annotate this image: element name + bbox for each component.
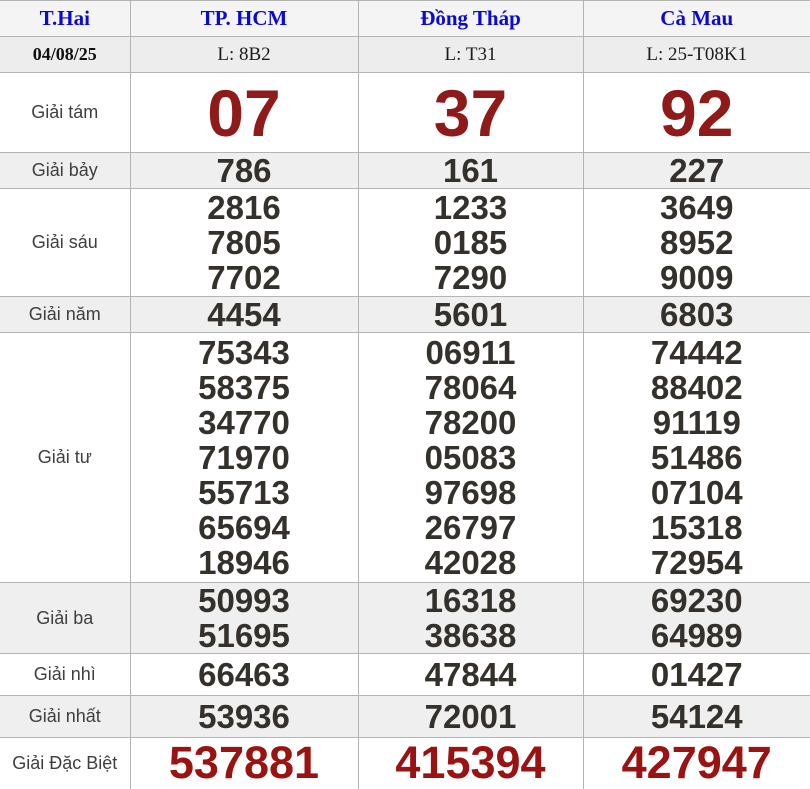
prize-cell	[130, 583, 358, 654]
prize-number: 3649	[584, 190, 810, 225]
prize-cell	[358, 153, 583, 189]
prize-row	[0, 297, 810, 333]
prize-cell	[358, 738, 583, 789]
prize-cell	[358, 73, 583, 153]
prize-number: 427947	[584, 738, 810, 788]
prize-number: 227	[584, 153, 810, 188]
prize-row-label: Giải tư	[0, 333, 130, 583]
prize-cell	[130, 189, 358, 297]
prize-number: 537881	[131, 738, 358, 788]
prize-number: 161	[359, 153, 583, 188]
prize-cell	[358, 333, 583, 583]
prize-number: 6803	[584, 297, 810, 332]
lottery-code-dong-thap: L: T31	[358, 37, 583, 73]
prize-row-label: Giải Đặc Biệt	[0, 738, 130, 789]
prize-number: 07104	[584, 475, 810, 510]
prize-cell	[358, 696, 583, 738]
prize-number: 0185	[359, 225, 583, 260]
prize-cell	[358, 189, 583, 297]
prize-row-label: Giải nhất	[0, 696, 130, 738]
prize-row-label: Giải tám	[0, 73, 130, 153]
prize-cell	[583, 333, 810, 583]
prize-number: 4454	[131, 297, 358, 332]
prize-row-label: Giải ba	[0, 583, 130, 654]
prize-row	[0, 189, 810, 297]
lottery-code-ca-mau: L: 25-T08K1	[583, 37, 810, 73]
prize-row-label: Giải năm	[0, 297, 130, 333]
prize-number: 9009	[584, 260, 810, 295]
prize-number: 415394	[359, 738, 583, 788]
prize-cell	[130, 696, 358, 738]
prize-number: 05083	[359, 440, 583, 475]
prize-cell	[358, 297, 583, 333]
prize-cell	[583, 297, 810, 333]
prize-row	[0, 583, 810, 654]
prize-cell	[130, 654, 358, 696]
prize-number: 72001	[359, 699, 583, 734]
prize-number: 72954	[584, 545, 810, 580]
prize-number: 2816	[131, 190, 358, 225]
prize-cell	[583, 73, 810, 153]
prize-row	[0, 738, 810, 789]
prize-number: 01427	[584, 657, 810, 692]
prize-number: 7702	[131, 260, 358, 295]
prize-cell	[130, 297, 358, 333]
prize-cell	[583, 738, 810, 789]
prize-cell	[130, 73, 358, 153]
column-header-dong-thap[interactable]: Đồng Tháp	[358, 1, 583, 37]
prize-row-label: Giải sáu	[0, 189, 130, 297]
prize-cell	[130, 333, 358, 583]
prize-cell	[583, 696, 810, 738]
prize-number: 16318	[359, 583, 583, 618]
prize-cell	[130, 738, 358, 789]
prize-cell	[583, 654, 810, 696]
prize-row	[0, 73, 810, 153]
prize-cell	[583, 189, 810, 297]
column-header-tp-hcm[interactable]: TP. HCM	[130, 1, 358, 37]
prize-rows-body	[0, 73, 810, 789]
prize-number: 1233	[359, 190, 583, 225]
prize-number: 66463	[131, 657, 358, 692]
prize-number: 26797	[359, 510, 583, 545]
prize-number: 34770	[131, 405, 358, 440]
prize-number: 78200	[359, 405, 583, 440]
prize-number: 8952	[584, 225, 810, 260]
prize-row	[0, 153, 810, 189]
prize-number: 7290	[359, 260, 583, 295]
prize-cell	[130, 153, 358, 189]
prize-number: 54124	[584, 699, 810, 734]
prize-number: 42028	[359, 545, 583, 580]
prize-number: 47844	[359, 657, 583, 692]
prize-number: 71970	[131, 440, 358, 475]
prize-number: 06911	[359, 335, 583, 370]
prize-number: 18946	[131, 545, 358, 580]
prize-number: 51695	[131, 618, 358, 653]
prize-number: 92	[584, 74, 810, 152]
prize-number: 51486	[584, 440, 810, 475]
prize-row-label: Giải nhì	[0, 654, 130, 696]
column-header-day: T.Hai	[0, 1, 130, 37]
prize-number: 07	[131, 74, 358, 152]
prize-number: 786	[131, 153, 358, 188]
prize-number: 7805	[131, 225, 358, 260]
prize-number: 91119	[584, 405, 810, 440]
prize-row	[0, 333, 810, 583]
date-row	[0, 37, 810, 73]
prize-number: 55713	[131, 475, 358, 510]
prize-number: 69230	[584, 583, 810, 618]
prize-cell	[583, 153, 810, 189]
prize-number: 78064	[359, 370, 583, 405]
prize-number: 5601	[359, 297, 583, 332]
prize-row	[0, 696, 810, 738]
prize-cell	[358, 583, 583, 654]
prize-number: 50993	[131, 583, 358, 618]
column-header-ca-mau[interactable]: Cà Mau	[583, 1, 810, 37]
lottery-code-tp-hcm: L: 8B2	[130, 37, 358, 73]
prize-number: 65694	[131, 510, 358, 545]
prize-number: 53936	[131, 699, 358, 734]
prize-number: 58375	[131, 370, 358, 405]
prize-number: 97698	[359, 475, 583, 510]
prize-number: 75343	[131, 335, 358, 370]
prize-number: 74442	[584, 335, 810, 370]
prize-row-label: Giải bảy	[0, 153, 130, 189]
draw-date: 04/08/25	[0, 37, 130, 73]
header-row	[0, 1, 810, 37]
prize-cell	[583, 583, 810, 654]
prize-number: 64989	[584, 618, 810, 653]
prize-cell	[358, 654, 583, 696]
prize-number: 38638	[359, 618, 583, 653]
prize-number: 15318	[584, 510, 810, 545]
prize-row	[0, 654, 810, 696]
prize-number: 37	[359, 74, 583, 152]
prize-number: 88402	[584, 370, 810, 405]
